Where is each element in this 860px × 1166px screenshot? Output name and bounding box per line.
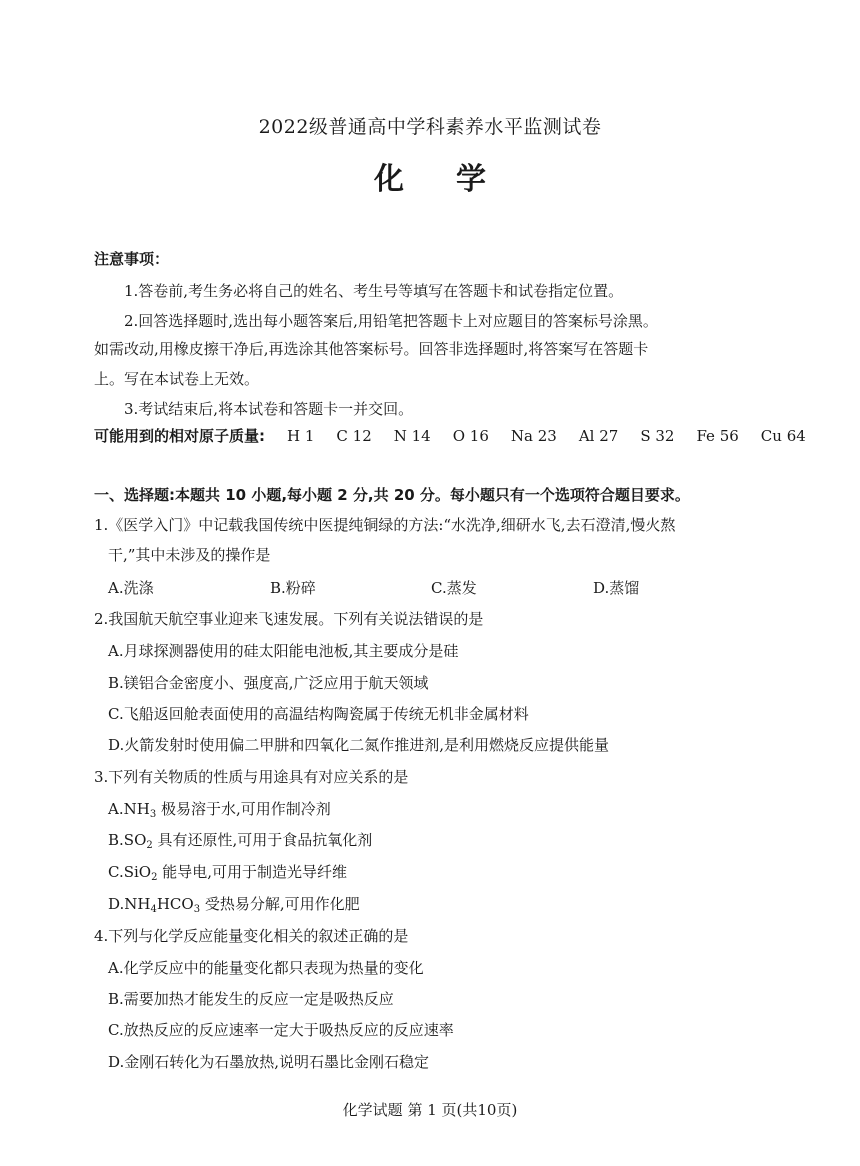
question-3-option-d: [108, 894, 360, 914]
question-4-stem: 4.下列与化学反应能量变化相关的叙述正确的是: [94, 927, 409, 945]
formula-subscript: 3: [149, 809, 157, 820]
question-4-option-d: D.金刚石转化为石墨放热,说明石墨比金刚石稳定: [108, 1053, 430, 1071]
notice-item-3: 3.考试结束后,将本试卷和答题卡一并交回。: [124, 400, 414, 418]
atomic-mass-item: S 32: [640, 427, 675, 445]
formula-subscript: 2: [146, 840, 153, 851]
question-1-stem-line-2: 干,”其中未涉及的操作是: [108, 546, 271, 564]
atomic-mass-label: 可能用到的相对原子质量:: [94, 427, 265, 445]
notice-item-2-line-1: 2.回答选择题时,选出每小题答案后,用铅笔把答题卡上对应题目的答案标号涂黑。: [124, 312, 658, 330]
question-3-stem: 3.下列有关物质的性质与用途具有对应关系的是: [94, 768, 409, 786]
formula-subscript: 2: [151, 872, 158, 883]
question-1-stem-line-1: 1.《医学入门》中记载我国传统中医提纯铜绿的方法:“水洗净,细研水飞,去石澄清,慢火熬: [94, 516, 676, 534]
question-3-option-a: [108, 799, 331, 819]
formula-text: D.NH: [108, 895, 151, 913]
subject-title: [0, 160, 860, 200]
page-footer: 化学试题 第 1 页(共10页): [342, 1101, 518, 1119]
option-text: 受热易分解,可用作化肥: [200, 895, 360, 913]
formula-text: A.NH: [108, 800, 150, 818]
atomic-mass-line: [94, 426, 806, 446]
option-text: 极易溶于水,可用作制冷剂: [156, 800, 331, 818]
notice-item-1: 1.答卷前,考生务必将自己的姓名、考生号等填写在答题卡和试卷指定位置。: [124, 282, 624, 300]
subject-char-1: 化: [374, 162, 404, 197]
question-1-option-c: C.蒸发: [431, 579, 477, 597]
formula-text: B.SO: [108, 831, 147, 849]
exam-title: 2022级普通高中学科素养水平监测试卷: [258, 116, 602, 138]
question-4-option-c: C.放热反应的反应速率一定大于吸热反应的反应速率: [108, 1021, 454, 1039]
atomic-mass-item: N 14: [393, 427, 431, 445]
formula-subscript: 3: [193, 904, 201, 915]
atomic-mass-item: O 16: [452, 427, 489, 445]
question-2-option-b: B.镁铝合金密度小、强度高,广泛应用于航天领域: [108, 674, 429, 692]
option-text: 具有还原性,可用于食品抗氧化剂: [152, 831, 373, 849]
subject-char-2: 学: [456, 162, 486, 197]
question-1-option-a: A.洗涤: [108, 579, 154, 597]
question-2-option-a: A.月球探测器使用的硅太阳能电池板,其主要成分是硅: [108, 642, 459, 660]
atomic-mass-item: Al 27: [578, 427, 619, 445]
question-2-option-d: D.火箭发射时使用偏二甲肼和四氧化二氮作推进剂,是利用燃烧反应提供能量: [108, 736, 610, 754]
question-1-option-b: B.粉碎: [270, 579, 316, 597]
question-3-option-b: [108, 830, 372, 850]
question-3-option-c: [108, 862, 347, 882]
atomic-mass-item: Na 23: [510, 427, 557, 445]
question-2-option-c: C.飞船返回舱表面使用的高温结构陶瓷属于传统无机非金属材料: [108, 705, 529, 723]
atomic-mass-item: C 12: [336, 427, 372, 445]
question-4-option-a: A.化学反应中的能量变化都只表现为热量的变化: [108, 959, 424, 977]
question-1-option-d: D.蒸馏: [593, 579, 640, 597]
option-text: 能导电,可用于制造光导纤维: [157, 863, 348, 881]
notice-item-2-line-2: 如需改动,用橡皮擦干净后,再选涂其他答案标号。回答非选择题时,将答案写在答题卡: [94, 340, 649, 358]
question-4-option-b: B.需要加热才能发生的反应一定是吸热反应: [108, 990, 394, 1008]
section-1-heading: 一、选择题:本题共 10 小题,每小题 2 分,共 20 分。每小题只有一个选项符合题目要求。: [94, 486, 690, 504]
question-2-stem: 2.我国航天航空事业迎来飞速发展。下列有关说法错误的是: [94, 610, 484, 628]
notice-item-2-line-3: 上。写在本试卷上无效。: [94, 370, 260, 388]
notice-heading: 注意事项：: [94, 250, 170, 268]
atomic-mass-item: Fe 56: [696, 427, 739, 445]
formula-text: C.SiO: [108, 863, 152, 881]
atomic-mass-item: Cu 64: [760, 427, 806, 445]
atomic-mass-item: H 1: [287, 427, 315, 445]
formula-text: HCO: [156, 895, 194, 913]
formula-subscript: 4: [150, 904, 157, 915]
